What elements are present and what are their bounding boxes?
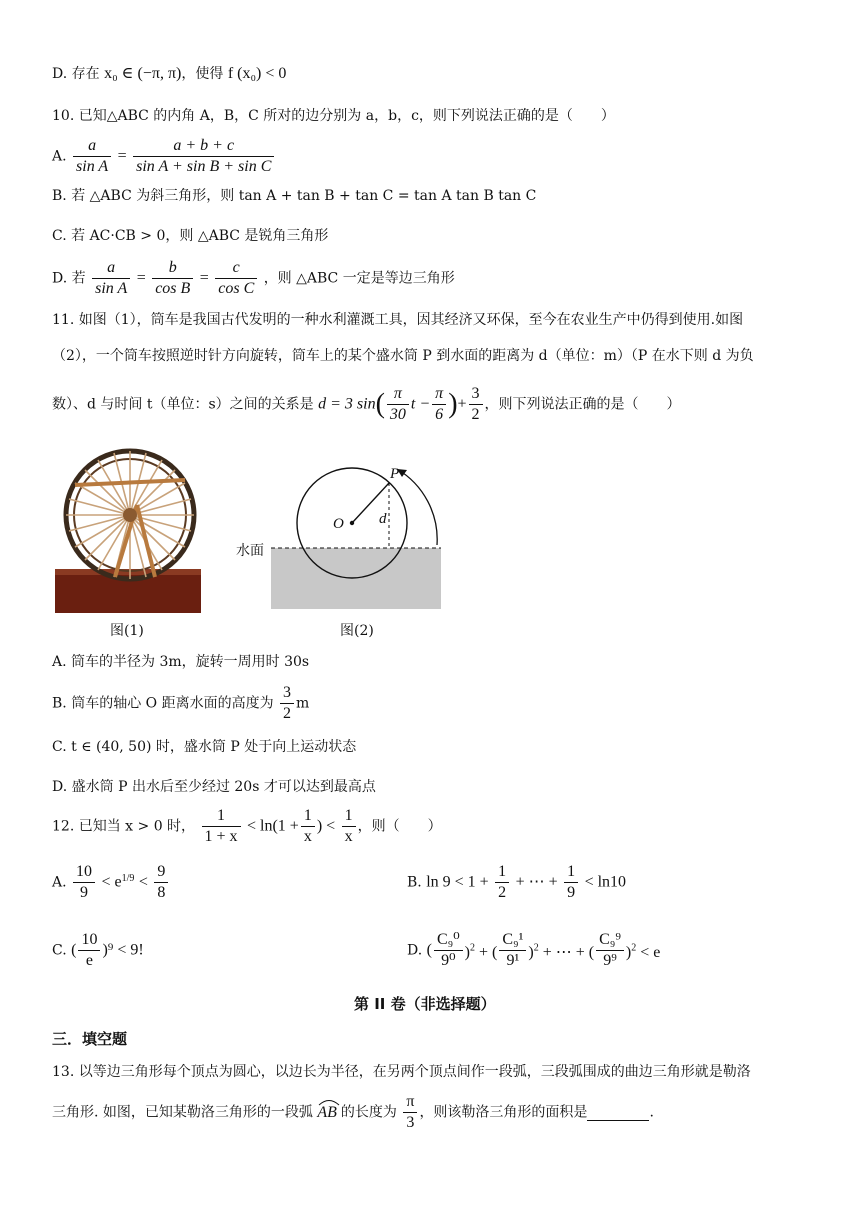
answer-blank[interactable] [587,1104,649,1121]
q11-stem-line3: 数）、d 与时间 t（单位：s）之间的关系是 d = 3 sin( $\frac{\pi}{30}$ t − $\frac{\pi}{6}$ )+ $\frac{3}{2}$ ，则下列说法正确的是（ ） [52,385,681,423]
part3-heading: 三．填空题 [52,1030,128,1048]
arc-symbol [317,1098,341,1106]
q11-stem-line1: 11. 如图（1），筒车是我国古代发明的一种水利灌溉工具，因其经济又环保，至今在农业生产中仍得到使用.如图 [52,312,744,328]
q11-stem-line2: （2），一个筒车按照逆时针方向旋转，筒车上的某个盛水筒 P 到水面的距离为 d（单位：m）（P 在水下则 d 为负 [52,348,754,364]
waterwheel-photo-figure [55,445,203,615]
q11-option-c: C. t ∈ (40, 50) 时，盛水筒 P 处于向上运动状态 [52,739,357,755]
q10-option-d: D. 若 $\frac{a}{\text{sin A}}$ = $\frac{b}{\text{cos B}}$ = $\frac{c}{\text{cos C}}$ ，则 △ABC 一定是等边三角形 [52,259,455,297]
fig2-label-p: P [390,466,400,482]
rotation-arrow [397,469,437,545]
q11-option-a: A. 筒车的半径为 3m，旋转一周用时 30s [52,654,310,670]
q13-line1: 13. 以等边三角形每个顶点为圆心，以边长为半径，在另两个顶点间作一段弧，三段弧围成的曲边三角形就是勒洛 [52,1064,751,1080]
q10-stem: 10. 已知△ABC 的内角 A，B，C 所对的边分别为 a，b，c，则下列说法正确的是（ ） [52,108,615,124]
q11-option-d: D. 盛水筒 P 出水后至少经过 20s 才可以达到最高点 [52,779,376,795]
figure2-caption: 图(2) [340,623,374,639]
q12-option-d: D. ( $\frac{\text{C₉⁰}}{\text{9⁰}}$ )$^2$ + ( $\frac{\text{C₉¹}}{\text{9¹}}$ )$^2$ + ⋯ + ( $\frac{\text{C₉⁹}}{\text{9⁹}}$ )$^2$ < e [407,931,661,969]
q10-option-c: C. 若 AC·CB > 0，则 △ABC 是锐角三角形 [52,228,329,244]
figure1-caption: 图(1) [110,623,144,639]
q9-option-d: D. 存在 x₀ ∈ (−π, π)，使得 f (x₀) < 0 [52,65,287,82]
q10-option-a: A. $\frac{a}{\text{sin A}}$ = $\frac{a + b + c}{\text{sin A + sin B + sin C}}$ [52,136,276,177]
section-title: 第 II 卷（非选择题） [354,995,496,1013]
q12-option-a: A. $\frac{10}{9}$ < $e^{1/9}$ < $\frac{9}{8}$ [52,862,170,903]
q12-option-c: C. ( $\frac{10}{e}$ )⁹ < 9! [52,931,144,969]
waterwheel-diagram-figure [232,455,447,615]
q12-stem: 12. 已知当 x > 0 时， $\frac{1}{1 + x}$ < ln(1 + $\frac{1}{x}$ ) < $\frac{1}{x}$ ，则（ ） [52,807,442,845]
q11-option-b: B. 筒车的轴心 O 距离水面的高度为 $\frac{3}{2}$ m [52,684,310,722]
q10-option-b: B. 若 △ABC 为斜三角形，则 tan A + tan B + tan C = tan A tan B tan C [52,188,537,204]
q13-line2: 三角形. 如图，已知某勒洛三角形的一段弧 AB 的长度为 $\frac{\pi}{3}$ ，则该勒洛三角形的面积是 . [52,1093,654,1131]
fig2-label-o: O [333,516,344,532]
fig2-label-water: 水面 [236,543,264,559]
q12-option-b: B. ln 9 < 1 + $\frac{1}{2}$ + ⋯ + $\frac{1}{9}$ < ln10 [407,863,627,901]
fig2-label-d: d [379,511,387,527]
